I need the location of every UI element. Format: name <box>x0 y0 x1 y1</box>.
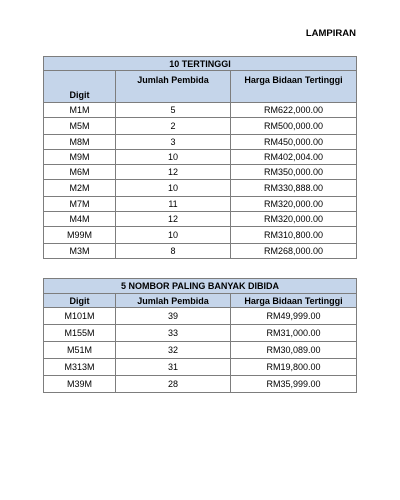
highest-bid-cell: RM19,800.00 <box>231 359 357 376</box>
digit-cell: M39M <box>44 376 116 393</box>
bidders-cell: 5 <box>116 103 231 118</box>
table-row <box>44 103 357 118</box>
highest-bid-cell: RM268,000.00 <box>231 244 357 259</box>
digit-cell: M313M <box>44 359 116 376</box>
top-ten-table <box>43 56 357 259</box>
bidders-cell: 12 <box>116 212 231 227</box>
table-row <box>44 118 357 135</box>
bidders-cell: 11 <box>116 197 231 212</box>
column-header-digit: Digit <box>44 294 116 308</box>
table-body <box>44 308 357 393</box>
table-row <box>44 342 357 359</box>
table-row <box>44 180 357 197</box>
column-header-bidders: Jumlah Pembida <box>116 294 231 308</box>
bidders-cell: 10 <box>116 150 231 165</box>
table-row <box>44 212 357 227</box>
digit-cell: M99M <box>44 227 116 244</box>
table-row <box>44 359 357 376</box>
digit-cell: M155M <box>44 325 116 342</box>
digit-cell: M3M <box>44 244 116 259</box>
digit-cell: M1M <box>44 103 116 118</box>
highest-bid-cell: RM330,888.00 <box>231 180 357 197</box>
table-row <box>44 244 357 259</box>
digit-cell: M4M <box>44 212 116 227</box>
digit-cell: M2M <box>44 180 116 197</box>
table-row <box>44 227 357 244</box>
column-header-highest-bid: Harga Bidaan Tertinggi <box>231 294 357 308</box>
digit-cell: M9M <box>44 150 116 165</box>
digit-cell: M6M <box>44 165 116 180</box>
most-bid-table <box>43 278 357 393</box>
highest-bid-cell: RM500,000.00 <box>231 118 357 135</box>
highest-bid-cell: RM622,000.00 <box>231 103 357 118</box>
highest-bid-cell: RM350,000.00 <box>231 165 357 180</box>
bidders-cell: 39 <box>116 308 231 325</box>
bidders-cell: 3 <box>116 135 231 150</box>
bidders-cell: 10 <box>116 180 231 197</box>
bidders-cell: 8 <box>116 244 231 259</box>
digit-cell: M8M <box>44 135 116 150</box>
highest-bid-cell: RM320,000.00 <box>231 212 357 227</box>
bidders-cell: 32 <box>116 342 231 359</box>
digit-cell: M51M <box>44 342 116 359</box>
table-row <box>44 308 357 325</box>
highest-bid-cell: RM320,000.00 <box>231 197 357 212</box>
column-header-highest-bid: Harga Bidaan Tertinggi <box>231 71 357 103</box>
highest-bid-cell: RM30,089.00 <box>231 342 357 359</box>
column-header-bidders: Jumlah Pembida <box>116 71 231 103</box>
column-header-digit: Digit <box>44 71 116 103</box>
digit-cell: M101M <box>44 308 116 325</box>
bidders-cell: 12 <box>116 165 231 180</box>
digit-cell: M7M <box>44 197 116 212</box>
highest-bid-cell: RM402,004.00 <box>231 150 357 165</box>
table-title: 10 TERTINGGI <box>44 57 357 71</box>
highest-bid-cell: RM49,999.00 <box>231 308 357 325</box>
bidders-cell: 2 <box>116 118 231 135</box>
highest-bid-cell: RM35,999.00 <box>231 376 357 393</box>
table-title: 5 NOMBOR PALING BANYAK DIBIDA <box>44 279 357 294</box>
table-row <box>44 376 357 393</box>
table-row <box>44 325 357 342</box>
highest-bid-cell: RM31,000.00 <box>231 325 357 342</box>
table-row <box>44 197 357 212</box>
table-row <box>44 150 357 165</box>
table-row <box>44 165 357 180</box>
bidders-cell: 31 <box>116 359 231 376</box>
bidders-cell: 33 <box>116 325 231 342</box>
page-label: LAMPIRAN <box>305 28 356 39</box>
table-body <box>44 103 357 259</box>
digit-cell: M5M <box>44 118 116 135</box>
bidders-cell: 10 <box>116 227 231 244</box>
table-row <box>44 135 357 150</box>
highest-bid-cell: RM310,800.00 <box>231 227 357 244</box>
highest-bid-cell: RM450,000.00 <box>231 135 357 150</box>
bidders-cell: 28 <box>116 376 231 393</box>
